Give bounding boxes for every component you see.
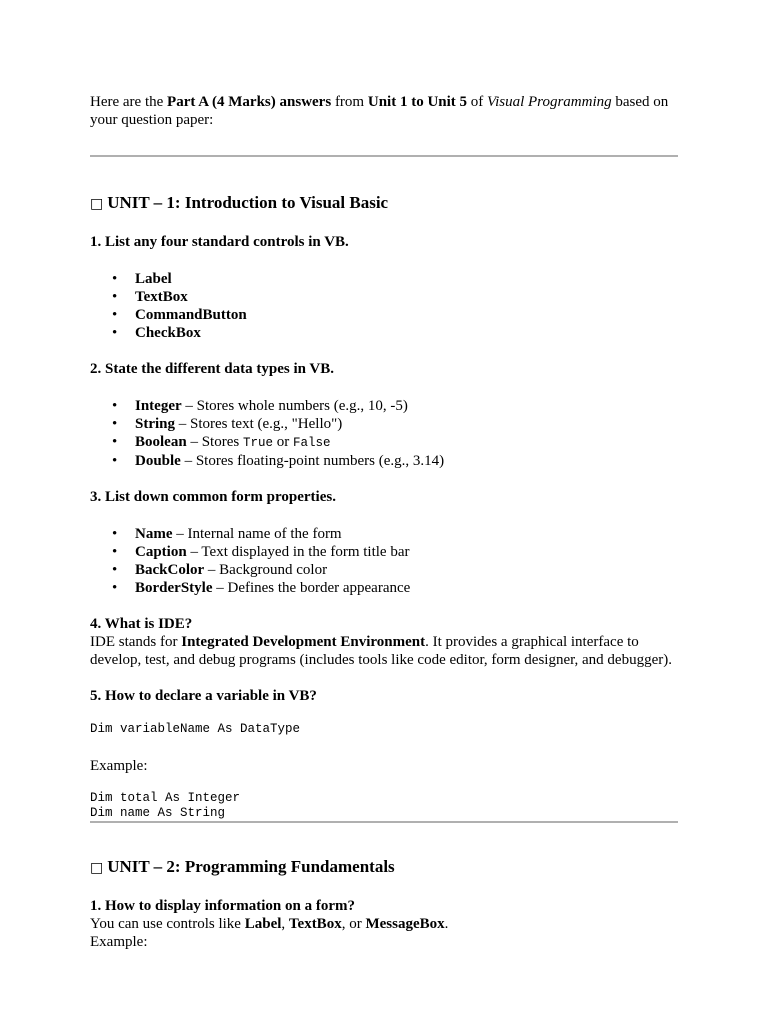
horizontal-rule <box>90 821 678 823</box>
intro-bold-part-a: Part A (4 Marks) answers <box>167 94 332 110</box>
unit1-q2-question: 2. State the different data types in VB. <box>90 361 335 377</box>
list-item-term: TextBox <box>135 289 188 305</box>
list-item-desc: – Stores text (e.g., "Hello") <box>175 416 343 432</box>
list-item-desc: or <box>272 434 293 450</box>
unit2-heading <box>90 857 678 878</box>
answer-text: IDE stands for <box>90 634 182 650</box>
answer-bold: MessageBox <box>365 916 445 932</box>
unit2-title: UNIT – 2: Programming Fundamentals <box>107 857 395 876</box>
list-item <box>135 270 678 288</box>
intro-text: from <box>331 94 368 110</box>
intro-paragraph <box>90 93 678 129</box>
list-item <box>135 543 678 561</box>
intro-text: based on your question paper: <box>90 94 669 128</box>
answer-bold: Label <box>244 916 282 932</box>
list-item-term: Integer <box>135 398 182 414</box>
list-item <box>135 525 678 543</box>
unit1-q1-question: 1. List any four standard controls in VB. <box>90 234 349 250</box>
list-item-term: Boolean <box>135 434 187 450</box>
intro-bold-units: Unit 1 to Unit 5 <box>367 94 468 110</box>
list-item-desc: – Background color <box>204 562 328 578</box>
horizontal-rule <box>90 155 678 157</box>
list-item <box>135 288 678 306</box>
unit2-q1-answer <box>90 915 678 933</box>
answer-bold: Integrated Development Environment <box>181 634 426 650</box>
answer-text: You can use controls like <box>90 916 245 932</box>
list-item-term: BorderStyle <box>135 580 213 596</box>
example-label: Example: <box>90 934 148 950</box>
list-item-term: Label <box>135 271 172 287</box>
list-item-desc: – Stores <box>186 434 243 450</box>
answer-text: , <box>281 916 289 932</box>
list-item-term: Double <box>135 453 181 469</box>
example-label: Example: <box>90 758 148 774</box>
unit1-q4-question: 4. What is IDE? <box>90 616 193 632</box>
list-item-desc: – Internal name of the form <box>172 526 342 542</box>
unit1-q2-list <box>90 397 678 470</box>
answer-text: . <box>444 916 449 932</box>
list-item <box>135 433 678 452</box>
checkbox-glyph-icon: □ <box>90 196 104 212</box>
code-block-example-line: Dim total As Integer <box>90 791 241 805</box>
list-item-term: Name <box>135 526 173 542</box>
unit1-q1-list <box>90 270 678 342</box>
list-item <box>135 452 678 470</box>
list-item-desc: – Text displayed in the form title bar <box>186 544 410 560</box>
list-item-term: Caption <box>135 544 187 560</box>
intro-text: Here are the <box>90 94 168 110</box>
list-item-term: CheckBox <box>135 325 201 341</box>
unit1-q4-answer <box>90 633 678 669</box>
list-item-term: BackColor <box>135 562 205 578</box>
code-block-declaration: Dim variableName As DataType <box>90 722 301 736</box>
list-item <box>135 324 678 342</box>
list-item-desc: – Stores floating-point numbers (e.g., 3.14) <box>180 453 445 469</box>
list-item-desc: – Stores whole numbers (e.g., 10, -5) <box>181 398 408 414</box>
inline-code-false: False <box>292 436 331 450</box>
answer-bold: TextBox <box>288 916 342 932</box>
list-item <box>135 306 678 324</box>
code-block-example-line: Dim name As String <box>90 806 226 820</box>
inline-code-true: True <box>242 436 273 450</box>
list-item <box>135 561 678 579</box>
intro-text: of <box>467 94 488 110</box>
list-item <box>135 397 678 415</box>
checkbox-glyph-icon: □ <box>90 860 104 876</box>
list-item-desc: – Defines the border appearance <box>212 580 411 596</box>
list-item-term: String <box>135 416 176 432</box>
list-item <box>135 415 678 433</box>
answer-text: . It provides a graphical interface to develop, test, and debug programs (includes tools like code editor, form designer, and debugger). <box>90 634 672 668</box>
unit1-q5-question: 5. How to declare a variable in VB? <box>90 688 317 704</box>
list-item-term: CommandButton <box>135 307 247 323</box>
intro-italic-subject: Visual Programming <box>487 94 612 110</box>
unit1-q3-list <box>90 525 678 597</box>
unit2-q1-question: 1. How to display information on a form? <box>90 898 356 914</box>
list-item <box>135 579 678 597</box>
unit1-heading <box>90 193 678 214</box>
unit1-title: UNIT – 1: Introduction to Visual Basic <box>107 193 389 212</box>
unit1-q3-question: 3. List down common form properties. <box>90 489 336 505</box>
answer-text: , or <box>341 916 366 932</box>
